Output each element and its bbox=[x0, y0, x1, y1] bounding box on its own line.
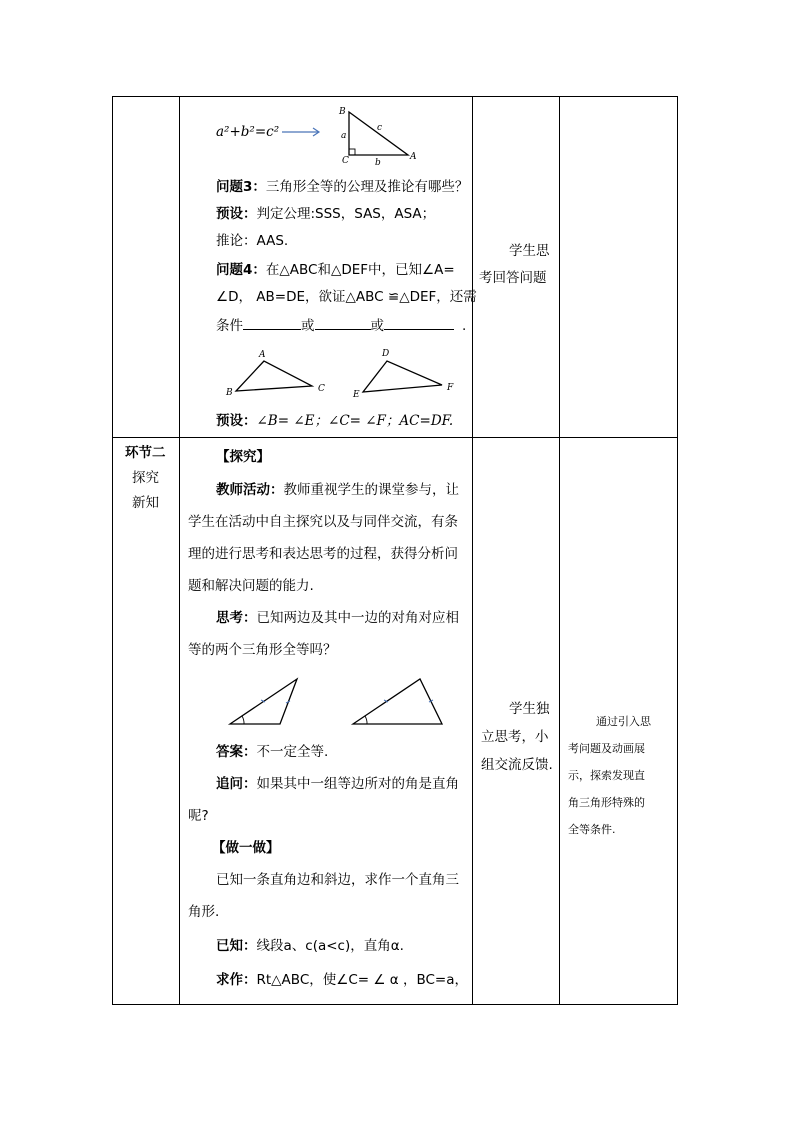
question-label: 问题4： bbox=[216, 262, 266, 278]
side-label: c bbox=[377, 123, 383, 133]
preset-label: 预设： bbox=[216, 413, 257, 429]
content-cell bbox=[180, 438, 473, 1005]
think-question bbox=[216, 609, 459, 627]
question-text: 三角形全等的公理及推论有哪些？ bbox=[265, 179, 469, 195]
design-intent-cell bbox=[560, 97, 678, 438]
followup-label: 追问： bbox=[216, 776, 257, 792]
answer bbox=[216, 743, 328, 761]
teacher-text: 题和解决问题的能力. bbox=[188, 578, 314, 594]
student-activity-text: 学生独 bbox=[509, 701, 550, 717]
table-row bbox=[113, 97, 678, 438]
answer-blank[interactable] bbox=[384, 316, 454, 330]
teacher-label: 教师活动： bbox=[216, 482, 284, 498]
vertex-label: C bbox=[318, 384, 325, 394]
think-text: 等的两个三角形全等吗？ bbox=[188, 642, 337, 658]
ssa-triangles-figure bbox=[225, 674, 455, 732]
vertex-label: F bbox=[447, 383, 454, 393]
answer-text: 不一定全等. bbox=[256, 744, 329, 760]
stage-subtitle: 新知 bbox=[132, 495, 159, 511]
student-activity-cell bbox=[473, 438, 560, 1005]
explore-heading: 【探究】 bbox=[216, 449, 270, 465]
table-row bbox=[113, 438, 678, 1005]
design-intent-text: 考问题及动画展 bbox=[568, 742, 645, 755]
answer-label: 答案： bbox=[216, 744, 257, 760]
followup-question bbox=[216, 775, 459, 793]
followup-text: 呢? bbox=[188, 808, 209, 824]
do-it-text: 角形. bbox=[188, 904, 220, 920]
side-label: a bbox=[341, 131, 347, 141]
preset-label: 预设： bbox=[216, 206, 257, 222]
question-4 bbox=[216, 261, 455, 279]
followup-text: 如果其中一组等边所对的角是直角 bbox=[256, 776, 459, 792]
given bbox=[216, 937, 404, 955]
or-text: 或 bbox=[370, 318, 384, 334]
vertex-label: B bbox=[339, 107, 346, 117]
vertex-label: A bbox=[410, 152, 417, 162]
preset-2: 推论：AAS. bbox=[216, 233, 289, 249]
think-label: 思考： bbox=[216, 610, 257, 626]
design-intent-text: 通过引入思 bbox=[596, 715, 651, 728]
stage-subtitle: 探究 bbox=[132, 470, 159, 486]
lesson-plan-table bbox=[112, 96, 678, 1005]
side-label: b bbox=[375, 158, 381, 167]
content-cell bbox=[180, 97, 477, 438]
stage-cell bbox=[113, 438, 180, 1005]
or-text: 或 bbox=[301, 318, 315, 334]
given-text: 线段a、c(a<c)，直角α. bbox=[256, 938, 404, 954]
triangles-abc-def-figure bbox=[220, 347, 460, 407]
teacher-text: 教师重视学生的课堂参与，让 bbox=[283, 482, 459, 498]
vertex-label: B bbox=[226, 388, 233, 398]
preset-1 bbox=[216, 205, 435, 223]
vertex-label: C bbox=[342, 156, 349, 166]
question-4-line-3 bbox=[216, 316, 466, 335]
question-label: 问题3： bbox=[216, 179, 266, 195]
construct-label: 求作： bbox=[216, 972, 257, 988]
think-text: 已知两边及其中一边的对角对应相 bbox=[256, 610, 459, 626]
preset-3 bbox=[216, 412, 453, 430]
answer-blank[interactable] bbox=[243, 316, 301, 330]
given-label: 已知： bbox=[216, 938, 257, 954]
teacher-activity bbox=[216, 481, 459, 499]
design-intent-text: 示，探索发现直 bbox=[568, 769, 645, 782]
question-4-line-2: ∠D， AB=DE，欲证△ABC ≌△DEF，还需 bbox=[216, 289, 477, 305]
answer-blank[interactable] bbox=[315, 316, 371, 330]
question-text: 在△ABC和△DEF中，已知∠A= bbox=[265, 262, 455, 278]
stage-cell bbox=[113, 97, 180, 438]
right-triangle-figure bbox=[330, 105, 420, 167]
student-activity-text: 考回答问题 bbox=[479, 270, 547, 286]
vertex-label: D bbox=[382, 349, 390, 359]
question-3 bbox=[216, 178, 468, 196]
design-intent-text: 全等条件. bbox=[568, 823, 616, 836]
preset-text: ∠B= ∠E；∠C= ∠F；AC=DF. bbox=[256, 413, 454, 429]
teacher-text: 理的进行思考和表达思考的过程，获得分析问 bbox=[188, 546, 458, 562]
construct bbox=[216, 971, 468, 989]
construct-text: Rt△ABC，使∠C= ∠ α ，BC=a， bbox=[256, 972, 468, 988]
period-text: . bbox=[462, 318, 467, 334]
arrow-icon bbox=[280, 126, 324, 138]
student-activity-cell bbox=[473, 97, 560, 438]
condition-label: 条件 bbox=[216, 318, 243, 334]
teacher-text: 学生在活动中自主探究以及与同伴交流，有条 bbox=[188, 514, 458, 530]
vertex-label: A bbox=[259, 350, 266, 360]
do-it-heading: 【做一做】 bbox=[212, 840, 280, 856]
stage-title: 环节二 bbox=[125, 445, 166, 461]
design-intent-text: 角三角形特殊的 bbox=[568, 796, 645, 809]
pythagorean-formula: a²+b²=c² bbox=[216, 124, 280, 140]
design-intent-cell bbox=[560, 438, 678, 1005]
do-it-text: 已知一条直角边和斜边，求作一个直角三 bbox=[216, 872, 459, 888]
student-activity-text: 组交流反馈. bbox=[481, 757, 553, 773]
student-activity-text: 学生思 bbox=[509, 243, 550, 259]
vertex-label: E bbox=[353, 390, 360, 400]
preset-text: 判定公理:SSS，SAS，ASA； bbox=[256, 206, 436, 222]
student-activity-text: 立思考，小 bbox=[481, 729, 549, 745]
